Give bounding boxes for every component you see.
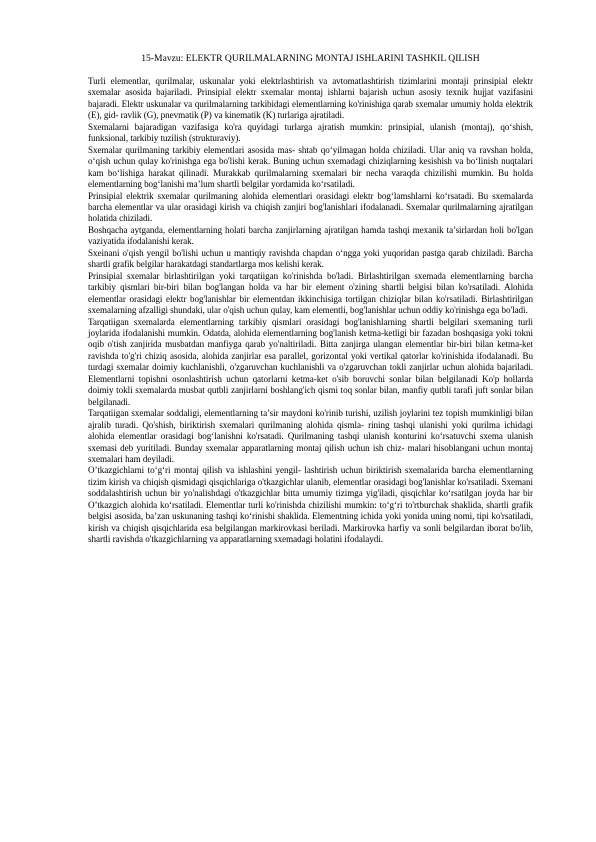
paragraph-6: Sxeinani o'qish yengil bo'lishi uchun u mantiqiy ravishda chapdan o‘ngga yoki yuqoridan pastga qarab chiziladi. Barcha shartli grafik belgilar harakatdagi standartlarga mos kelishi kerak. [88, 247, 533, 270]
document-page [88, 53, 533, 546]
paragraph-4: Prinsipial elektrik sxemalar qurilmaning alohida elementlari orasidagi elektr bog‘lamshlarni ko‘rsatadi. Bu sxemalarda barcha elementlar va ular orasidagi kirish va chiqish zanjiri bog'lanishlari ifodalanadi. Sxemalar qurilmalarning ajratilgan holatida chiziladi. [88, 190, 533, 224]
paragraph-2: Sxemalarni bajaradigan vazifasiga ko'ra quyidagi turlarga ajratish mumkin: prinsipial, ulanish (montaj), qo‘shish, funksional, tarkibiy tuzilish (strukturaviy). [88, 121, 533, 144]
paragraph-10: O’tkazgichlarni to‘g‘ri montaj qilish va ishlashini yengil- lashtirish uchun biriktirish sxemalarida barcha elementlarning tizim kirish va chiqish qismidagi qisqichlariga o'tkazgichlar ulanib, elementlar orasidagi bog'lanishlar ko'rsatiladi. Sxemani soddalashtirish uchun bir yo'nalishdagi o'tkazgichlar bitta umumiy tizimga yig'iladi, qisqichlar ko‘rsatilgan joyda har bir O’tkazgich alohida ko‘rsatiladi. Elementlar turli ko'rinishda chizilishi mumkin: to‘g‘ri to'rtburchak shaklida, shartli grafik belgisi asosida, ba’zan uskunaning tashqi ko‘rinishi shaklida. Elementning ichida yoki yonida uning nomi, tipi ko'rsatiladi, kirish va chiqish qisqichlarida esa belgilangan markirovkasi beriladi. Markirovka harfiy va sonli belgilardan iborat bo'lib, shartli ravishda o'tkazgichlarning va apparatlarning sxemadagi holatini ifodalaydi. [88, 465, 533, 545]
paragraph-7: Prinsipial sxemalar birlashtirilgan yoki tarqatiigan ko'rinishda bo'ladi. Birlashtirilgan sxemada elementlarning barcha tarkibiy qismlari bir-biri bilan bog'langan holda va har bir element o'zining shartli belgisi bilan ko'rsatiladi. Alohida elementlar orasidagi elektr bog'lanishlar bir elementdan ikkinchisiga tortilgan chiziqlar bilan ko'rsatiladi. Birlashtirilgan sxemalarning afzalligi shundaki, ular o'qish uchun qulay, kam elementli, bog'lanishlar uchun oddiy ko'rinishga ega bo'ladi. [88, 270, 533, 316]
paragraph-3: Sxemalar qurilmaning tarkibiy elementlari asosida mas- shtab qo‘yilmagan holda chiziladi. Ular aniq va ravshan holda, o‘qish uchun qulay ko'rinishga ega bo'lishi kerak. Buning uchun sxemadagi chiziqlarning kesishish va bo‘linish nuqtalari kam bo‘lishiga harakat qilinadi. Murakkab qurilmalarning sxemalari bir necha varaqda chizilishi mumkin. Bu holda elementlarning bog‘lanishi ma’lum shartli belgilar yordamida ko‘rsatiladi. [88, 144, 533, 190]
paragraph-5: Boshqacha aytganda, elementlarning holati barcha zanjirlarning ajratilgan hamda tashqi mexanik ta’sirlardan holi bo'lgan vaziyatida ifodalanishi kerak. [88, 224, 533, 247]
paragraph-1: Turli elementlar, qurilmalar, uskunalar yoki elektrlashtirish va avtomatlashtirish tizimlarini montaji prinsipial elektr sxemalar asosida bajariladi. Prinsipial elektr sxemalar montaj ishlarni bajarish uchun asosiy texnik hujjat vazifasini bajaradi. Elektr uskunalar va qurilmalarning tarkibidagi elementlarning ko'rinishiga qarab sxemalar umumiy holda elektrik (E), gid- ravlik (G), pnevmatik (P) va kinematik (K) turlariga ajratiladi. [88, 76, 533, 121]
paragraph-9: Tarqatiigan sxemalar soddaligi, elementlarning ta’sir maydoni ko'rinib turishi, uzilish joylarini tez topish mumkinligi bilan ajralib turadi. Qo'shish, biriktirish sxemalari qurilmaning alohida qismla- rining tashqi ulanishi yoki qurilma ichidagi alohida elementlar orasidagi bog‘lanishni ko'rsatadi. Qurilmaning tashqi ulanish konturini ko‘rsatuvchi sxema ulanish sxemasi deb yuritiladi. Bunday sxemalar apparatlarning montaj qilish uchun ish chiz- malari hisoblangani uchun montaj sxemalari ham deyiladi. [88, 408, 533, 464]
paragraph-8: Tarqatiigan sxemalarda elementlarning tarkibiy qismlari orasidagi bog'lanishlarning shartli belgilari sxemaning turli joylarida ifodalanishi mumkin. Odatda, alohida elementlarning bog'lanish ketma-ketligi bir fazadan boshqasiga yoki tokni oqib o'tish zanjirida musbatdan manfiyga qarab yo'naltiriladi. Bitta zanjirga ulangan elementlar bir-biri bilan ketma-ket ravishda to'g'ri chiziq asosida, alohida zanjirlar esa parallel, gorizontal yoki vertikal qatorlar ko'rinishida ifodalanadi. Bu turdagi sxemalar doimiy kuchlanishli, o'zgaruvchan kuchlanishli va o'zgaruvchan tokli zanjirlar uchun alohida bajariladi. Elementlarni topishni osonlashtirish uchun qatorlarni ketma-ket o'sib boruvchi sonlar bilan belgilanadi Ko'p hollarda doimiy tokli sxemalarda musbat qutbli zanjirlarni boshlang'ich qismi toq sonlar bilan, manfiy qutbli tarafi juft sonlar bilan belgilanadi. [88, 316, 533, 407]
page-title: 15-Mavzu: ELEKTR QURILMALARNING MONTAJ ISHLARINI TASHKIL QILISH [141, 53, 480, 64]
